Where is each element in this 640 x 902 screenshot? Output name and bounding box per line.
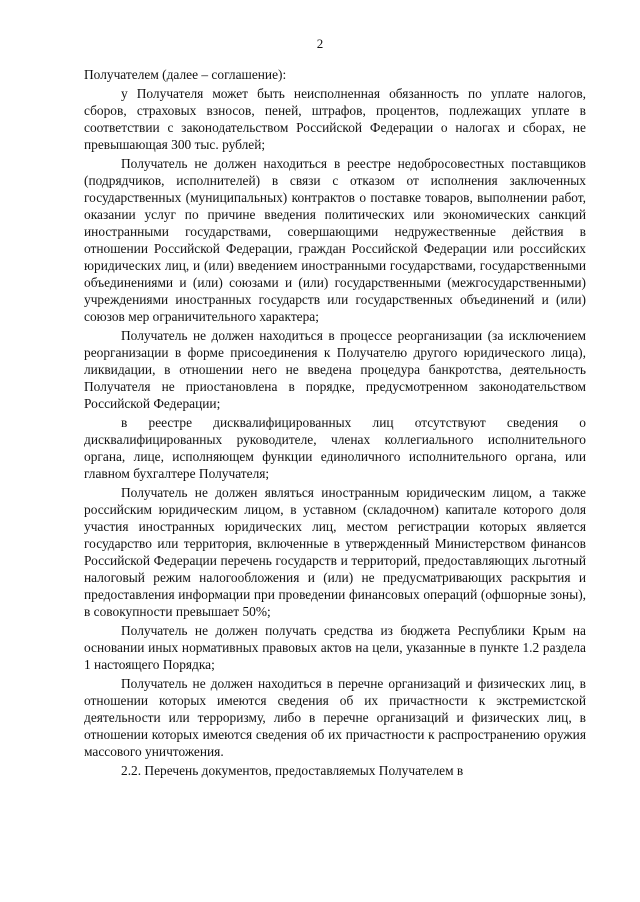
paragraph-budget-funds: Получатель не должен получать средства из бюджета Республики Крым на основании иных нормативных правовых актов на цели, указанные в пункте 1.2 раздела 1 настоящего Порядка; [84,623,586,672]
page-number: 2 [316,36,324,51]
paragraph-foreign-entity: Получатель не должен являться иностранным юридическим лицом, а также российским юридическим лицом, в уставном (складочном) капитале которого доля участия иностранных юридических лиц, местом регистрации которых является государство или территория, включенные в утвержденный Министерством финансов Российской Федерации перечень государств и территорий, предоставляющих льготный налоговый режим налогообложения и (или) не предусматривающих раскрытия и предоставления информации при проведении финансовых операций (офшорные зоны), в совокупности превышает 50%; [84,485,586,619]
paragraph-reorganization: Получатель не должен находиться в процессе реорганизации (за исключением реорганизации в форме присоединения к Получателю другого юридического лица), ликвидации, в отношении него не введена процедура банкротства, деятельность Получателя не приостановлена в порядке, предусмотренном законодательством Российской Федерации; [84,328,586,411]
paragraph-disqualified-persons: в реестре дисквалифицированных лиц отсутствуют сведения о дисквалифицированных руководителе, членах коллегиального исполнительного органа, лице, исполняющем функции единоличного исполнительного органа, или главном бухгалтере Получателя; [84,415,586,481]
paragraph-tax-debt: у Получателя может быть неисполненная обязанность по уплате налогов, сборов, страховых взносов, пеней, штрафов, процентов, подлежащих уплате в соответствии с законодательством Российской Федерации о налогах и сборах, не превышающая 300 тыс. рублей; [84,86,586,152]
document-body [84,66,586,779]
paragraph-documents-list-heading: 2.2. Перечень документов, предоставляемых Получателем в [121,763,464,778]
paragraph-extremism-list: Получатель не должен находиться в перечне организаций и физических лиц, в отношении которых имеются сведения об их причастности к экстремистской деятельности или терроризму, либо в перечне организаций и физических лиц, в отношении которых имеются сведения об их причастности к распространению оружия массового уничтожения. [84,676,586,759]
paragraph-unfair-suppliers-registry: Получатель не должен находиться в реестре недобросовестных поставщиков (подрядчиков, исполнителей) в связи с отказом от исполнения заключенных государственных (муниципальных) контрактов о поставке товаров, выполнении работ, оказании услуг по причине введения политических или экономических санкций иностранными государствами, совершающими недружественные действия в отношении Российской Федерации, граждан Российской Федерации или российских юридических лиц, и (или) введением иностранными государствами, государственными объединениями и (или) союзами и (или) государственными (межгосударственными) учреждениями иностранных государств или государственных объединений и (или) союзов мер ограничительного характера; [84,156,586,324]
paragraph-continuation: Получателем (далее – соглашение): [84,67,287,82]
